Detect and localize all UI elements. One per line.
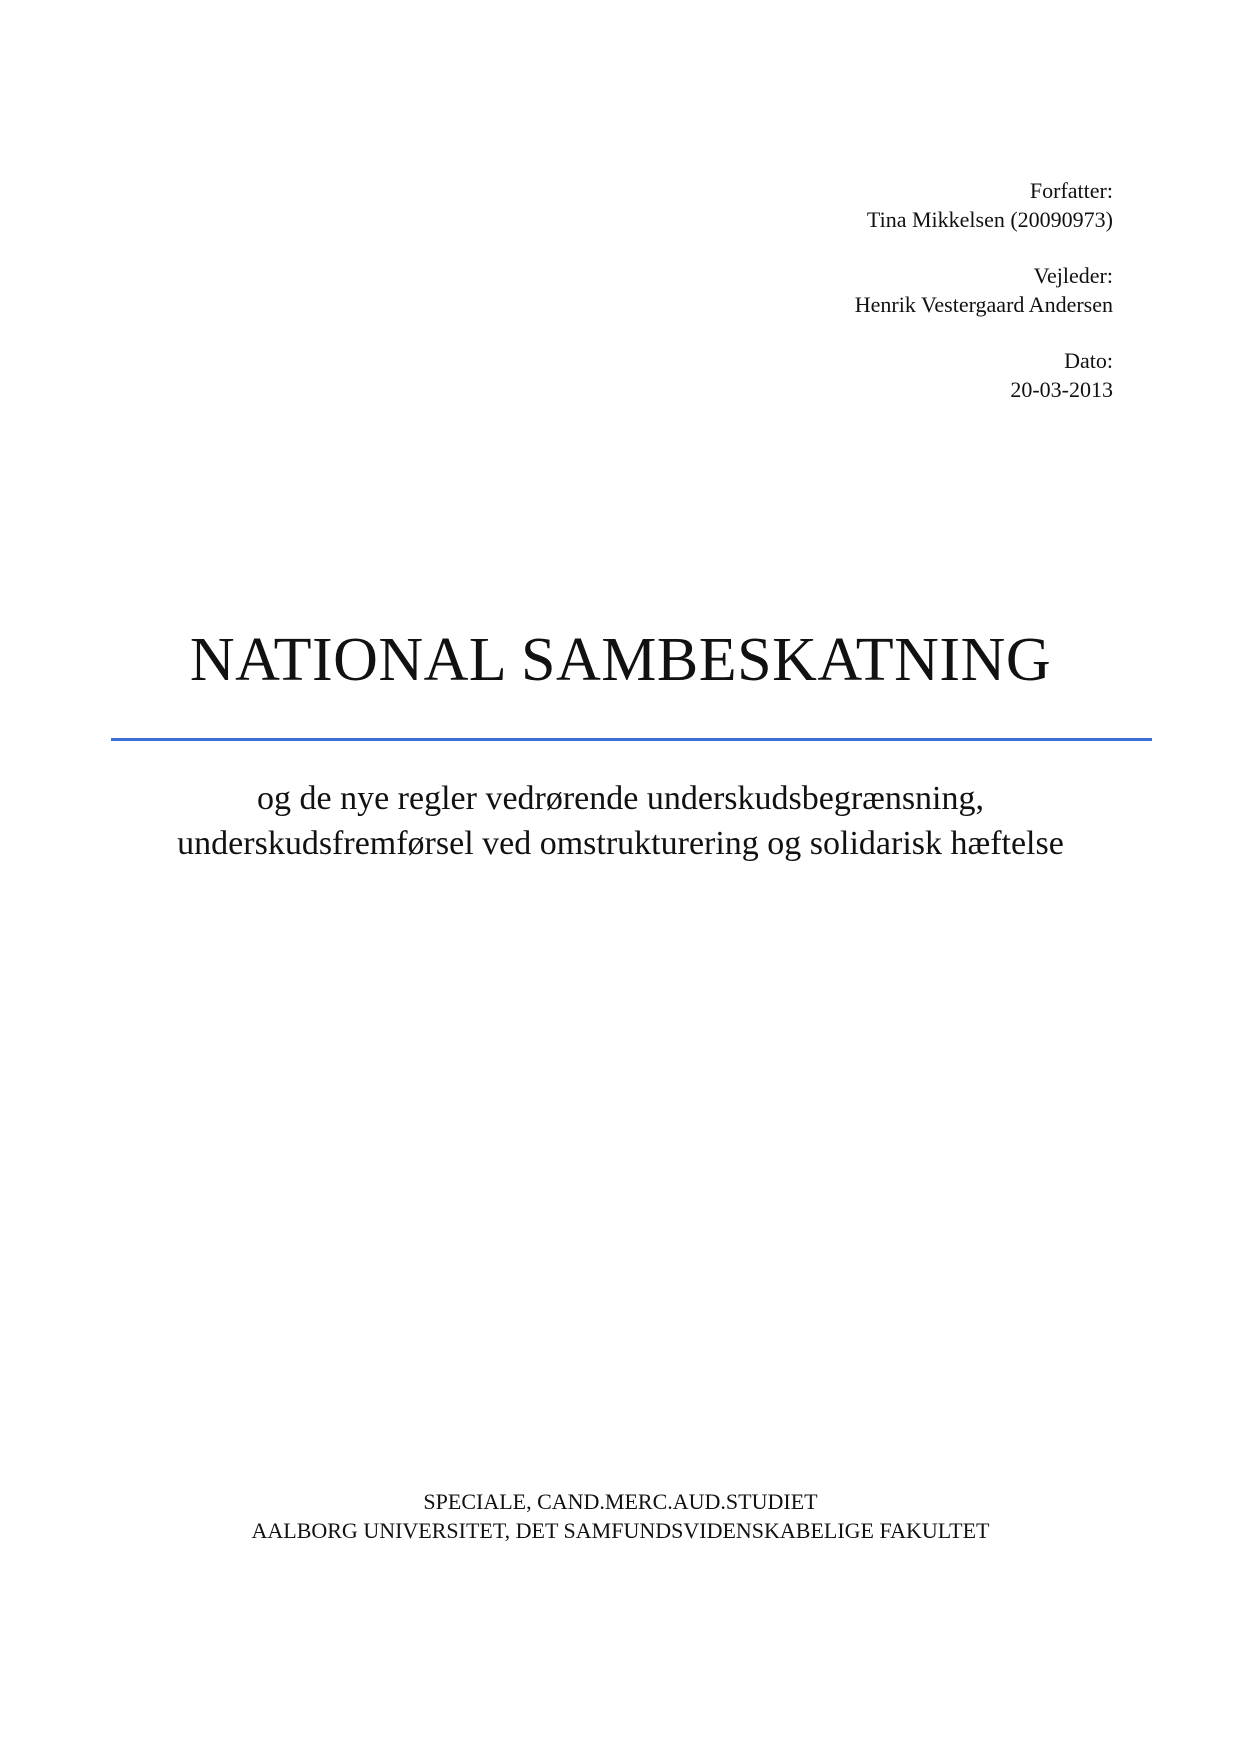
date-label: Dato: [1064, 348, 1113, 373]
footer-line-2: AALBORG UNIVERSITET, DET SAMFUNDSVIDENSKABELIGE FAKULTET [251, 1518, 990, 1543]
title-divider [111, 738, 1152, 741]
author-value: Tina Mikkelsen (20090973) [866, 207, 1113, 232]
date-value: 20-03-2013 [1010, 377, 1113, 402]
subtitle-line-1: og de nye regler vedrørende underskudsbegrænsning, [256, 780, 984, 817]
author-label: Forfatter: [1029, 178, 1113, 203]
supervisor-value: Henrik Vestergaard Andersen [854, 292, 1113, 317]
footer-line-1: SPECIALE, CAND.MERC.AUD.STUDIET [423, 1489, 818, 1514]
document-subtitle [0, 776, 1241, 866]
document-title: NATIONAL SAMBESKATNING [189, 626, 1052, 694]
author-block [855, 176, 1113, 234]
institution-footer [0, 1487, 1241, 1545]
supervisor-block [855, 261, 1113, 319]
supervisor-label: Vejleder: [1033, 263, 1113, 288]
cover-meta [855, 176, 1113, 431]
subtitle-line-2: underskudsfremførsel ved omstrukturering og solidarisk hæftelse [177, 825, 1064, 862]
date-block [855, 346, 1113, 404]
